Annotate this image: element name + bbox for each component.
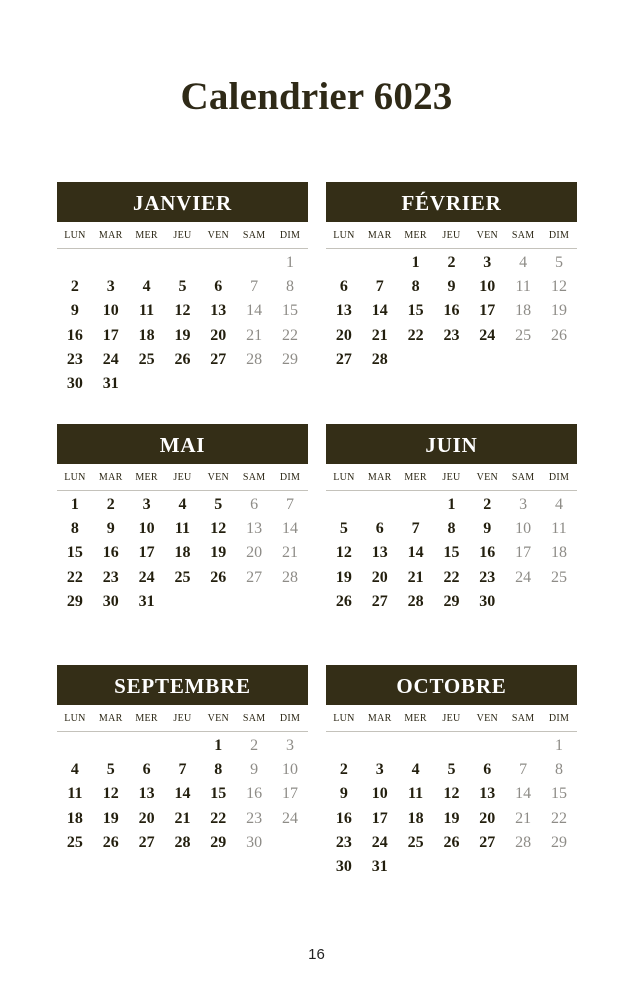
day-cell: 18 bbox=[138, 326, 155, 344]
day-cell: 9 bbox=[339, 785, 348, 803]
day-cell: 10 bbox=[102, 302, 119, 320]
days-grid bbox=[326, 491, 577, 614]
day-cell: 22 bbox=[210, 809, 227, 827]
day-cell: 11 bbox=[515, 278, 531, 296]
day-cell: 17 bbox=[138, 544, 155, 562]
weekday-label: DIM bbox=[279, 229, 301, 241]
day-cell: 12 bbox=[335, 544, 352, 562]
day-cell: 13 bbox=[246, 520, 263, 538]
day-cell: 19 bbox=[550, 302, 567, 320]
day-cell: 13 bbox=[335, 302, 352, 320]
month-title: SEPTEMBRE bbox=[57, 665, 308, 705]
weekday-header-row bbox=[326, 705, 577, 732]
day-cell: 2 bbox=[106, 496, 115, 513]
day-cell: 23 bbox=[66, 350, 83, 368]
weekday-label: LUN bbox=[333, 712, 355, 724]
month-block bbox=[326, 182, 577, 372]
day-cell: 22 bbox=[281, 326, 298, 344]
day-cell: 5 bbox=[339, 520, 348, 538]
day-cell: 17 bbox=[479, 302, 496, 320]
days-grid bbox=[326, 732, 577, 879]
weekday-label: SAM bbox=[511, 471, 535, 483]
day-cell: 9 bbox=[106, 520, 115, 538]
day-cell: 20 bbox=[138, 809, 155, 827]
day-cell: 28 bbox=[515, 833, 532, 851]
month-block bbox=[326, 665, 577, 879]
weekday-label: MER bbox=[404, 712, 427, 724]
day-cell: 8 bbox=[70, 520, 79, 538]
weekday-label: VEN bbox=[207, 229, 230, 241]
day-cell: 13 bbox=[479, 785, 496, 803]
weekday-label: DIM bbox=[279, 471, 301, 483]
day-cell: 27 bbox=[479, 833, 496, 851]
month-title: MAI bbox=[57, 424, 308, 464]
day-cell: 13 bbox=[210, 302, 227, 320]
empty-cell bbox=[434, 734, 470, 758]
day-cell: 3 bbox=[285, 737, 294, 754]
day-cell: 29 bbox=[550, 833, 567, 851]
day-cell: 14 bbox=[407, 544, 424, 562]
day-cell: 19 bbox=[335, 568, 352, 586]
day-cell: 5 bbox=[178, 278, 187, 296]
day-cell: 20 bbox=[371, 568, 388, 586]
day-cell: 10 bbox=[371, 785, 388, 803]
day-cell: 23 bbox=[443, 326, 460, 344]
day-cell: 28 bbox=[246, 350, 263, 368]
weekday-label: SAM bbox=[242, 229, 266, 241]
days-grid bbox=[57, 491, 308, 614]
day-cell: 5 bbox=[447, 761, 456, 779]
day-cell: 14 bbox=[246, 302, 263, 320]
empty-cell bbox=[362, 251, 398, 275]
day-cell: 11 bbox=[551, 520, 567, 538]
weekday-label: MER bbox=[404, 229, 427, 241]
weekday-label: MAR bbox=[367, 712, 392, 724]
day-cell: 1 bbox=[285, 254, 294, 271]
day-cell: 27 bbox=[335, 350, 352, 368]
weekday-label: LUN bbox=[64, 712, 86, 724]
empty-cell bbox=[93, 734, 129, 758]
day-cell: 28 bbox=[407, 592, 424, 610]
day-cell: 28 bbox=[371, 350, 388, 368]
day-cell: 3 bbox=[142, 496, 151, 513]
day-cell: 10 bbox=[479, 278, 496, 296]
day-cell: 25 bbox=[174, 568, 191, 586]
day-cell: 28 bbox=[174, 833, 191, 851]
day-cell: 30 bbox=[335, 857, 352, 875]
weekday-label: JEU bbox=[442, 471, 461, 483]
weekday-label: DIM bbox=[548, 712, 570, 724]
weekday-label: LUN bbox=[64, 229, 86, 241]
empty-cell bbox=[93, 251, 129, 275]
day-cell: 24 bbox=[479, 326, 496, 344]
day-cell: 18 bbox=[66, 809, 83, 827]
day-cell: 18 bbox=[515, 302, 532, 320]
day-cell: 23 bbox=[102, 568, 119, 586]
day-cell: 19 bbox=[174, 326, 191, 344]
day-cell: 16 bbox=[443, 302, 460, 320]
day-cell: 25 bbox=[407, 833, 424, 851]
day-cell: 14 bbox=[281, 520, 298, 538]
day-cell: 19 bbox=[102, 809, 119, 827]
day-cell: 12 bbox=[210, 520, 227, 538]
weekday-header-row bbox=[326, 222, 577, 249]
weekday-label: JEU bbox=[442, 229, 461, 241]
day-cell: 2 bbox=[339, 761, 348, 779]
weekday-label: MAR bbox=[98, 229, 123, 241]
weekday-label: MER bbox=[404, 471, 427, 483]
weekday-label: SAM bbox=[242, 712, 266, 724]
day-cell: 30 bbox=[246, 833, 263, 851]
day-cell: 25 bbox=[515, 326, 532, 344]
day-cell: 5 bbox=[554, 254, 563, 271]
weekday-label: LUN bbox=[333, 471, 355, 483]
weekday-label: LUN bbox=[333, 229, 355, 241]
empty-cell bbox=[236, 251, 272, 275]
day-cell: 3 bbox=[483, 254, 492, 271]
day-cell: 16 bbox=[246, 785, 263, 803]
month-title: JUIN bbox=[326, 424, 577, 464]
day-cell: 5 bbox=[106, 761, 115, 779]
weekday-label: MER bbox=[135, 229, 158, 241]
day-cell: 1 bbox=[411, 254, 420, 271]
empty-cell bbox=[129, 251, 165, 275]
day-cell: 4 bbox=[411, 761, 420, 779]
day-cell: 26 bbox=[210, 568, 227, 586]
day-cell: 2 bbox=[250, 737, 259, 754]
day-cell: 8 bbox=[411, 278, 420, 296]
weekday-label: VEN bbox=[476, 229, 499, 241]
weekday-label: JEU bbox=[173, 712, 192, 724]
day-cell: 6 bbox=[214, 278, 223, 296]
day-cell: 12 bbox=[550, 278, 567, 296]
weekday-label: MER bbox=[135, 471, 158, 483]
day-cell: 4 bbox=[178, 496, 187, 513]
day-cell: 1 bbox=[447, 496, 456, 513]
day-cell: 3 bbox=[106, 278, 115, 296]
day-cell: 21 bbox=[407, 568, 424, 586]
day-cell: 7 bbox=[250, 278, 259, 296]
day-cell: 8 bbox=[554, 761, 563, 779]
empty-cell bbox=[362, 493, 398, 517]
day-cell: 22 bbox=[550, 809, 567, 827]
weekday-label: VEN bbox=[207, 712, 230, 724]
day-cell: 10 bbox=[281, 761, 298, 779]
page-number: 16 bbox=[308, 946, 325, 963]
day-cell: 18 bbox=[174, 544, 191, 562]
empty-cell bbox=[326, 493, 362, 517]
day-cell: 23 bbox=[479, 568, 496, 586]
empty-cell bbox=[362, 734, 398, 758]
day-cell: 26 bbox=[102, 833, 119, 851]
day-cell: 10 bbox=[515, 520, 532, 538]
empty-cell bbox=[398, 734, 434, 758]
day-cell: 31 bbox=[371, 857, 388, 875]
empty-cell bbox=[505, 734, 541, 758]
day-cell: 9 bbox=[483, 520, 492, 538]
day-cell: 30 bbox=[102, 592, 119, 610]
day-cell: 7 bbox=[375, 278, 384, 296]
day-cell: 30 bbox=[66, 374, 83, 392]
day-cell: 26 bbox=[174, 350, 191, 368]
day-cell: 26 bbox=[550, 326, 567, 344]
day-cell: 30 bbox=[479, 592, 496, 610]
day-cell: 13 bbox=[371, 544, 388, 562]
day-cell: 14 bbox=[174, 785, 191, 803]
weekday-label: VEN bbox=[476, 712, 499, 724]
day-cell: 9 bbox=[70, 302, 79, 320]
day-cell: 21 bbox=[515, 809, 532, 827]
weekday-label: VEN bbox=[476, 471, 499, 483]
day-cell: 6 bbox=[142, 761, 151, 779]
days-grid bbox=[57, 249, 308, 396]
day-cell: 21 bbox=[246, 326, 263, 344]
day-cell: 9 bbox=[250, 761, 259, 779]
weekday-label: SAM bbox=[511, 229, 535, 241]
weekday-label: DIM bbox=[548, 229, 570, 241]
month-block bbox=[57, 424, 308, 614]
weekday-label: SAM bbox=[511, 712, 535, 724]
day-cell: 9 bbox=[447, 278, 456, 296]
empty-cell bbox=[129, 734, 165, 758]
weekday-label: DIM bbox=[279, 712, 301, 724]
empty-cell bbox=[469, 734, 505, 758]
day-cell: 22 bbox=[407, 326, 424, 344]
month-title: FÉVRIER bbox=[326, 182, 577, 222]
day-cell: 1 bbox=[214, 737, 223, 754]
day-cell: 25 bbox=[66, 833, 83, 851]
day-cell: 15 bbox=[281, 302, 298, 320]
page-title: Calendrier 6023 bbox=[180, 75, 453, 118]
day-cell: 25 bbox=[550, 568, 567, 586]
day-cell: 20 bbox=[246, 544, 263, 562]
day-cell: 22 bbox=[66, 568, 83, 586]
empty-cell bbox=[57, 734, 93, 758]
day-cell: 12 bbox=[443, 785, 460, 803]
day-cell: 8 bbox=[214, 761, 223, 779]
day-cell: 29 bbox=[66, 592, 83, 610]
day-cell: 27 bbox=[246, 568, 263, 586]
day-cell: 27 bbox=[371, 592, 388, 610]
empty-cell bbox=[398, 493, 434, 517]
day-cell: 15 bbox=[210, 785, 227, 803]
weekday-label: MAR bbox=[98, 471, 123, 483]
day-cell: 26 bbox=[443, 833, 460, 851]
day-cell: 17 bbox=[102, 326, 119, 344]
day-cell: 29 bbox=[210, 833, 227, 851]
day-cell: 6 bbox=[483, 761, 492, 779]
weekday-label: MAR bbox=[367, 471, 392, 483]
empty-cell bbox=[326, 251, 362, 275]
month-block bbox=[57, 665, 308, 855]
empty-cell bbox=[165, 734, 201, 758]
day-cell: 20 bbox=[479, 809, 496, 827]
day-cell: 24 bbox=[515, 568, 532, 586]
day-cell: 19 bbox=[210, 544, 227, 562]
day-cell: 6 bbox=[250, 496, 259, 513]
day-cell: 1 bbox=[70, 496, 79, 513]
day-cell: 20 bbox=[210, 326, 227, 344]
day-cell: 29 bbox=[281, 350, 298, 368]
month-title: JANVIER bbox=[57, 182, 308, 222]
day-cell: 29 bbox=[443, 592, 460, 610]
weekday-label: MAR bbox=[367, 229, 392, 241]
day-cell: 12 bbox=[174, 302, 191, 320]
day-cell: 25 bbox=[138, 350, 155, 368]
weekday-label: MAR bbox=[98, 712, 123, 724]
weekday-label: JEU bbox=[173, 471, 192, 483]
day-cell: 16 bbox=[335, 809, 352, 827]
empty-cell bbox=[57, 251, 93, 275]
day-cell: 21 bbox=[174, 809, 191, 827]
day-cell: 11 bbox=[408, 785, 424, 803]
day-cell: 6 bbox=[375, 520, 384, 538]
day-cell: 15 bbox=[66, 544, 83, 562]
weekday-label: JEU bbox=[442, 712, 461, 724]
day-cell: 11 bbox=[174, 520, 191, 538]
day-cell: 7 bbox=[411, 520, 420, 538]
day-cell: 11 bbox=[139, 302, 155, 320]
day-cell: 17 bbox=[515, 544, 532, 562]
day-cell: 16 bbox=[66, 326, 83, 344]
day-cell: 22 bbox=[443, 568, 460, 586]
days-grid bbox=[326, 249, 577, 372]
day-cell: 2 bbox=[483, 496, 492, 513]
day-cell: 7 bbox=[519, 761, 528, 779]
weekday-label: SAM bbox=[242, 471, 266, 483]
day-cell: 28 bbox=[281, 568, 298, 586]
day-cell: 5 bbox=[214, 496, 223, 513]
day-cell: 18 bbox=[407, 809, 424, 827]
day-cell: 14 bbox=[515, 785, 532, 803]
day-cell: 15 bbox=[550, 785, 567, 803]
days-grid bbox=[57, 732, 308, 855]
day-cell: 31 bbox=[102, 374, 119, 392]
empty-cell bbox=[165, 251, 201, 275]
day-cell: 19 bbox=[443, 809, 460, 827]
day-cell: 11 bbox=[67, 785, 83, 803]
weekday-label: LUN bbox=[64, 471, 86, 483]
weekday-label: DIM bbox=[548, 471, 570, 483]
empty-cell bbox=[200, 251, 236, 275]
day-cell: 27 bbox=[138, 833, 155, 851]
month-title: OCTOBRE bbox=[326, 665, 577, 705]
day-cell: 15 bbox=[407, 302, 424, 320]
day-cell: 4 bbox=[554, 496, 563, 513]
day-cell: 8 bbox=[447, 520, 456, 538]
day-cell: 24 bbox=[371, 833, 388, 851]
day-cell: 27 bbox=[210, 350, 227, 368]
day-cell: 24 bbox=[102, 350, 119, 368]
month-block bbox=[326, 424, 577, 614]
day-cell: 4 bbox=[70, 761, 79, 779]
day-cell: 23 bbox=[246, 809, 263, 827]
day-cell: 24 bbox=[281, 809, 298, 827]
day-cell: 2 bbox=[447, 254, 456, 271]
day-cell: 10 bbox=[138, 520, 155, 538]
day-cell: 23 bbox=[335, 833, 352, 851]
day-cell: 7 bbox=[178, 761, 187, 779]
weekday-header-row bbox=[57, 705, 308, 732]
day-cell: 18 bbox=[550, 544, 567, 562]
day-cell: 14 bbox=[371, 302, 388, 320]
day-cell: 13 bbox=[138, 785, 155, 803]
day-cell: 16 bbox=[479, 544, 496, 562]
day-cell: 2 bbox=[70, 278, 79, 296]
day-cell: 24 bbox=[138, 568, 155, 586]
weekday-header-row bbox=[57, 222, 308, 249]
day-cell: 1 bbox=[554, 737, 563, 754]
day-cell: 17 bbox=[281, 785, 298, 803]
day-cell: 6 bbox=[339, 278, 348, 296]
day-cell: 12 bbox=[102, 785, 119, 803]
day-cell: 4 bbox=[142, 278, 151, 296]
day-cell: 15 bbox=[443, 544, 460, 562]
weekday-label: JEU bbox=[173, 229, 192, 241]
day-cell: 21 bbox=[371, 326, 388, 344]
day-cell: 20 bbox=[335, 326, 352, 344]
day-cell: 17 bbox=[371, 809, 388, 827]
day-cell: 7 bbox=[285, 496, 294, 513]
day-cell: 26 bbox=[335, 592, 352, 610]
weekday-label: MER bbox=[135, 712, 158, 724]
weekday-header-row bbox=[57, 464, 308, 491]
weekday-label: VEN bbox=[207, 471, 230, 483]
day-cell: 3 bbox=[519, 496, 528, 513]
day-cell: 3 bbox=[375, 761, 384, 779]
day-cell: 16 bbox=[102, 544, 119, 562]
day-cell: 4 bbox=[519, 254, 528, 271]
day-cell: 21 bbox=[281, 544, 298, 562]
month-block bbox=[57, 182, 308, 396]
weekday-header-row bbox=[326, 464, 577, 491]
empty-cell bbox=[326, 734, 362, 758]
day-cell: 8 bbox=[285, 278, 294, 296]
day-cell: 31 bbox=[138, 592, 155, 610]
